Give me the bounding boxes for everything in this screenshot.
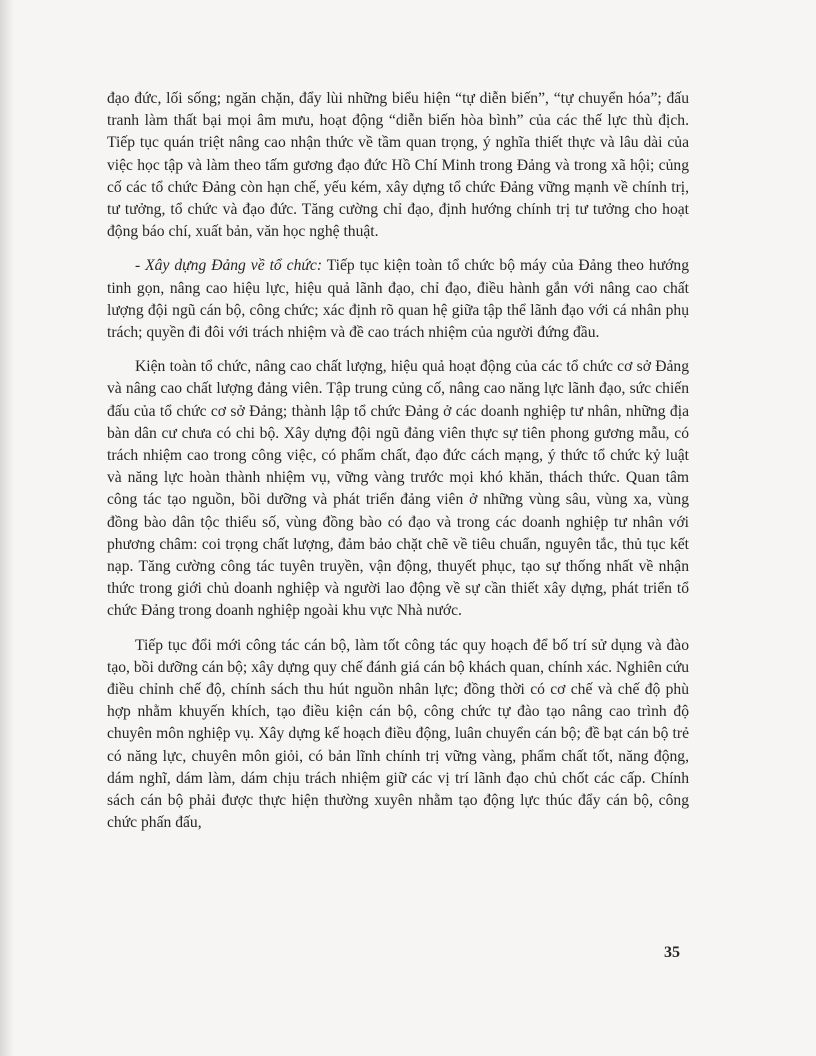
paragraph-2 <box>107 255 689 344</box>
paragraph-1 <box>107 88 689 243</box>
paragraph-1-text: đạo đức, lối sống; ngăn chặn, đẩy lùi những biểu hiện “tự diễn biến”, “tự chuyển hóa”; đấu tranh làm thất bại mọi âm mưu, hoạt động “diễn biến hòa bình” của các thế lực thù địch. Tiếp tục quán triệt nâng cao nhận thức về tầm quan trọng, ý nghĩa thiết thực và lâu dài của việc học tập và làm theo tấm gương đạo đức Hồ Chí Minh trong Đảng và trong xã hội; củng cố các tổ chức Đảng còn hạn chế, yếu kém, xây dựng tổ chức Đảng vững mạnh về chính trị, tư tưởng, tổ chức và đạo đức. Tăng cường chỉ đạo, định hướng chính trị tư tưởng cho hoạt động báo chí, xuất bản, văn học nghệ thuật. <box>107 90 689 241</box>
paragraph-3-text: Kiện toàn tổ chức, nâng cao chất lượng, hiệu quả hoạt động của các tổ chức cơ sở Đảng và nâng cao chất lượng đảng viên. Tập trung củng cố, nâng cao năng lực lãnh đạo, sức chiến đấu của tổ chức cơ sở Đảng; thành lập tổ chức Đảng ở các doanh nghiệp tư nhân, những địa bàn dân cư chưa có chi bộ. Xây dựng đội ngũ đảng viên thực sự tiên phong gương mẫu, có trách nhiệm cao trong công việc, có phẩm chất, đạo đức cách mạng, ý thức tổ chức kỷ luật và năng lực hoàn thành nhiệm vụ, vững vàng trước mọi khó khăn, thách thức. Quan tâm công tác tạo nguồn, bồi dưỡng và phát triển đảng viên ở những vùng sâu, vùng xa, vùng đồng bào dân tộc thiểu số, vùng đồng bào có đạo và trong các doanh nghiệp tư nhân với phương châm: coi trọng chất lượng, đảm bảo chặt chẽ về tiêu chuẩn, nguyên tắc, thủ tục kết nạp. Tăng cường công tác tuyên truyền, vận động, thuyết phục, tạo sự thống nhất về nhận thức trong giới chủ doanh nghiệp và người lao động về sự cần thiết xây dựng, phát triển tổ chức Đảng trong doanh nghiệp ngoài khu vực Nhà nước. <box>107 358 689 620</box>
paragraph-4-text: Tiếp tục đổi mới công tác cán bộ, làm tốt công tác quy hoạch để bố trí sử dụng và đào tạo, bồi dưỡng cán bộ; xây dựng quy chế đánh giá cán bộ khách quan, chính xác. Nghiên cứu điều chỉnh chế độ, chính sách thu hút nguồn nhân lực; đồng thời có cơ chế và chế độ phù hợp nhằm khuyến khích, tạo điều kiện cán bộ, công chức tự đào tạo nâng cao trình độ chuyên môn nghiệp vụ. Xây dựng kế hoạch điều động, luân chuyển cán bộ; đề bạt cán bộ trẻ có năng lực, chuyên môn giỏi, có bản lĩnh chính trị vững vàng, phẩm chất tốt, năng động, dám nghĩ, dám làm, dám chịu trách nhiệm giữ các vị trí lãnh đạo chủ chốt các cấp. Chính sách cán bộ phải được thực hiện thường xuyên nhằm tạo động lực thúc đẩy cán bộ, công chức phấn đấu, <box>107 636 689 832</box>
paragraph-3 <box>107 356 689 622</box>
page-number: 35 <box>664 944 680 961</box>
paragraph-4 <box>107 635 689 835</box>
page-edge-shadow <box>0 0 14 1056</box>
paragraph-2-text: Tiếp tục kiện toàn tổ chức bộ máy của Đảng theo hướng tinh gọn, nâng cao hiệu lực, hiệu quả lãnh đạo, chỉ đạo, điều hành gắn với nâng cao chất lượng đội ngũ cán bộ, công chức; xác định rõ quan hệ giữa tập thể lãnh đạo với cá nhân phụ trách; quyền đi đôi với trách nhiệm và đề cao trách nhiệm của người đứng đầu. <box>107 257 689 342</box>
paragraph-2-heading: - Xây dựng Đảng về tổ chức: <box>135 257 323 275</box>
body-text <box>107 88 689 847</box>
